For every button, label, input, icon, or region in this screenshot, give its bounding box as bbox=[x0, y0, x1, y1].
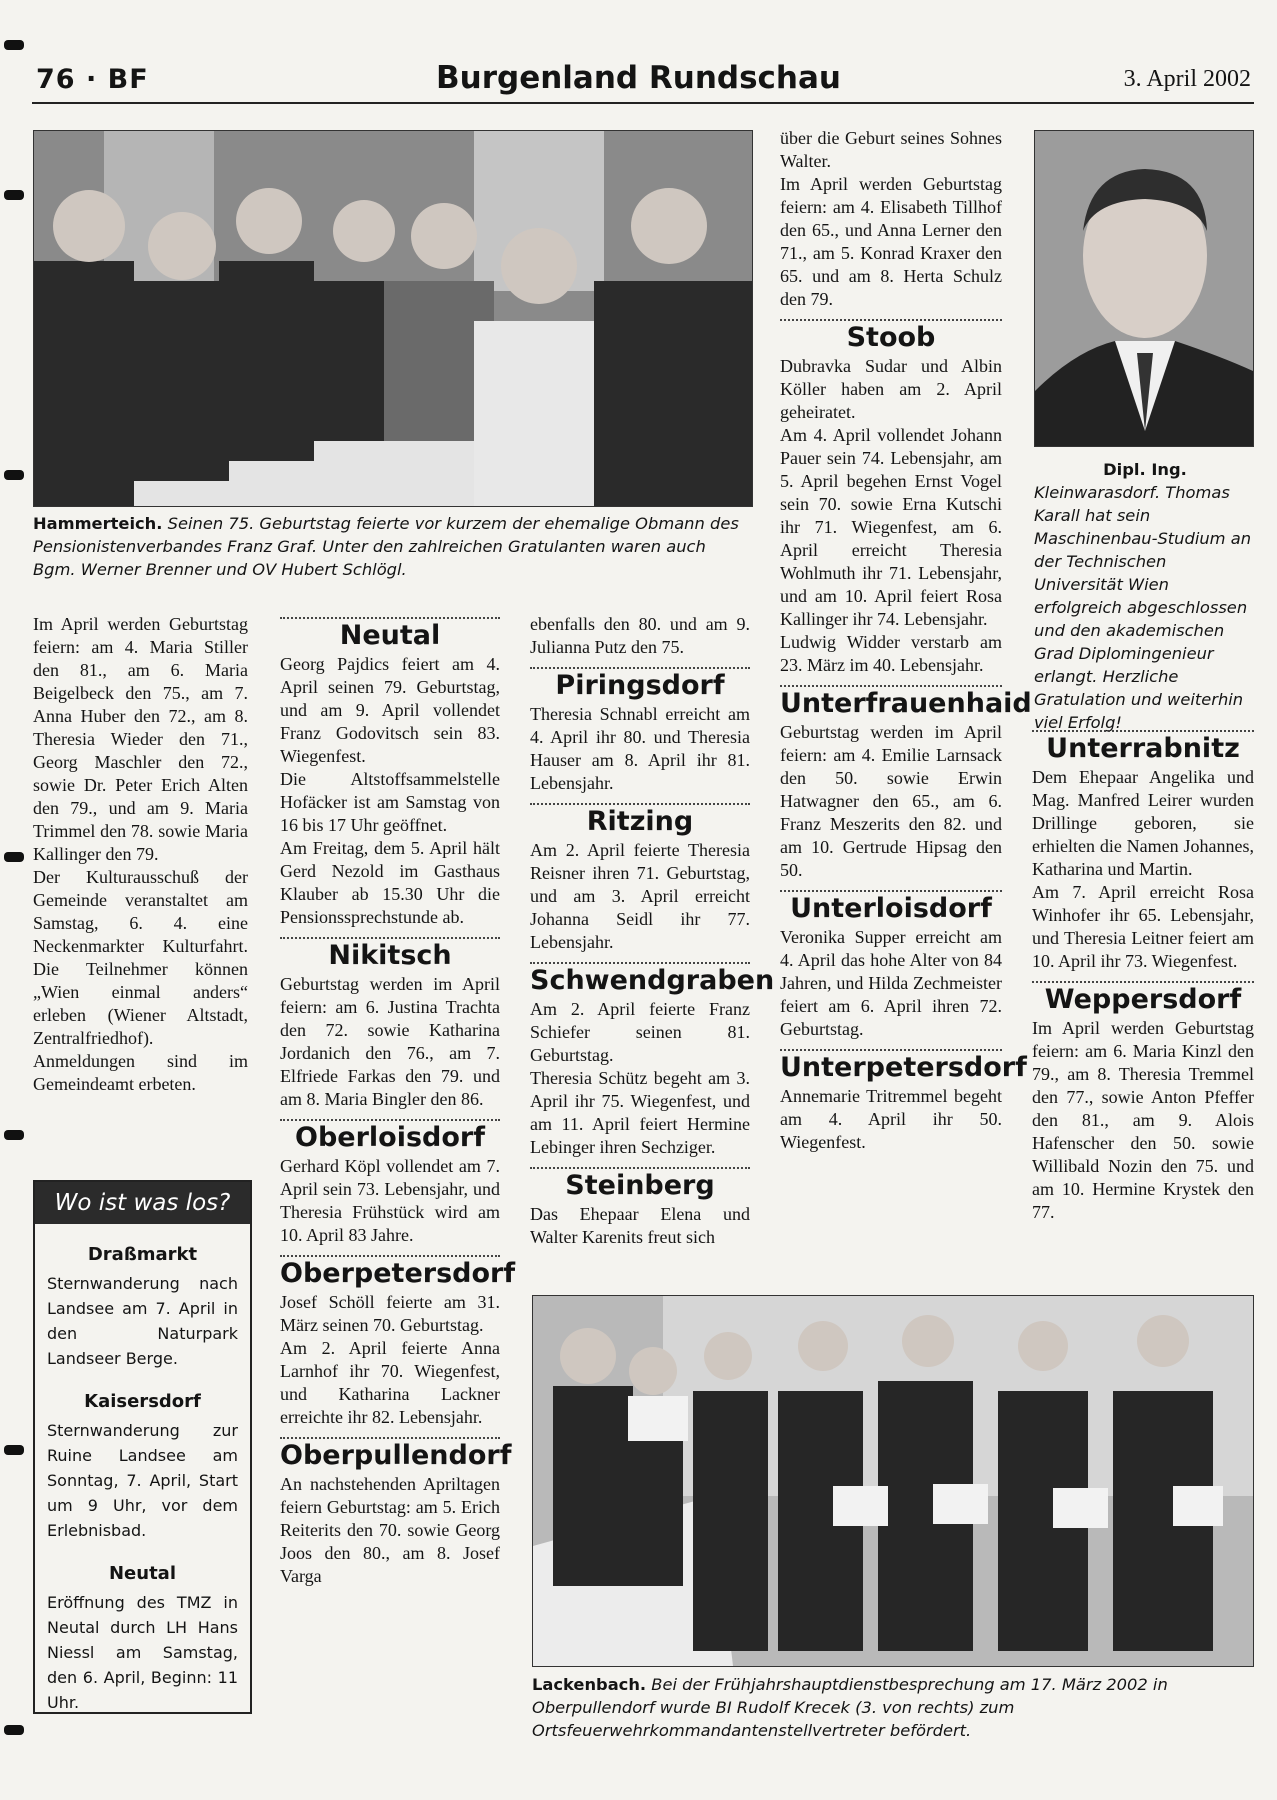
column-1 bbox=[33, 613, 248, 1096]
event-place: Kaisersdorf bbox=[84, 1391, 201, 1412]
scan-mark bbox=[4, 1725, 24, 1735]
caption-text: Bei der Frühjahrshauptdienstbesprechung am 17. März 2002 in Oberpullendorf wurde BI Rudolf Krecek (3. von rechts) zum Ortsfeuerwehrkommandantenstellvertreter befördert. bbox=[532, 1675, 1168, 1740]
portrait-caption-block bbox=[1034, 458, 1256, 734]
caption-hammerteich bbox=[33, 512, 753, 581]
article-paragraph: An nachstehenden Apriltagen feiern Geburtstag: am 5. Erich Reiterits den 70. sowie Georg Joos den 80., am 8. Josef Varga bbox=[280, 1474, 500, 1586]
article-paragraph: Am 7. April erreicht Rosa Winhofer ihr 65. Lebensjahr, und Theresia Leitner feiert am 10. April ihr 73. Wiegenfest. bbox=[1032, 882, 1254, 971]
events-box-title: Wo ist was los? bbox=[35, 1182, 250, 1224]
caption-text: Seinen 75. Geburtstag feierte vor kurzem der ehemalige Obmann des Pensionistenverbandes Franz Graf. Unter den zahlreichen Gratulanten waren auch Bgm. Werner Brenner und OV Hubert Schlögl. bbox=[33, 514, 739, 579]
column-2 bbox=[280, 613, 516, 1588]
event-text: Eröffnung des TMZ in Neutal durch LH Hans Niessl am Samstag, den 6. April, Beginn: 11 Uhr. bbox=[47, 1593, 238, 1712]
article-paragraph: Im April werden Geburtstag feiern: am 6. Maria Kinzl den 79., am 8. Theresia Tremmel den 77., sowie Anton Pfeffer den 81., am 9. Alois Hafenscher den 50. sowie Willibald Nozin den 75. und am 10. Hermine Krystek den 77. bbox=[1032, 1018, 1254, 1222]
portrait-title: Dipl. Ing. bbox=[1103, 460, 1187, 479]
article-paragraph: Die Altstoffsammelstelle Hofäcker ist am Samstag von 16 bis 17 Uhr geöffnet. bbox=[280, 769, 500, 835]
events-box bbox=[33, 1180, 252, 1714]
caption-lackenbach bbox=[532, 1673, 1254, 1742]
heading-unterpetersdorf: Unterpetersdorf bbox=[780, 1052, 1027, 1083]
caption-place: Lackenbach. bbox=[532, 1675, 647, 1694]
column-3 bbox=[530, 613, 775, 1249]
article-paragraph: Georg Pajdics feiert am 4. April seinen 79. Geburtstag, und am 9. April vollendet Franz Godovitsch sein 83. Wiegenfest. bbox=[280, 654, 500, 766]
page-section: 76 · BF bbox=[36, 64, 149, 95]
event-place: Neutal bbox=[108, 1563, 176, 1584]
article-paragraph: Theresia Schütz begeht am 3. April ihr 75. Wiegenfest, und am 11. April feiert Hermine Lebinger ihren Sechziger. bbox=[530, 1068, 750, 1157]
photo-hammerteich bbox=[33, 130, 753, 507]
scan-mark bbox=[4, 40, 24, 50]
portrait-caption: Kleinwarasdorf. Thomas Karall hat sein Maschinenbau-Studium an der Technischen Universität Wien erfolgreich abgeschlossen und den akademischen Grad Diplomingenieur erlangt. Herzliche Gratulation und weiterhin viel Erfolg! bbox=[1034, 483, 1252, 732]
portrait-image bbox=[1035, 131, 1253, 446]
scan-mark bbox=[4, 1445, 24, 1455]
heading-oberloisdorf: Oberloisdorf bbox=[295, 1122, 485, 1153]
heading-schwendgraben: Schwendgraben bbox=[530, 965, 775, 996]
header-rule bbox=[32, 102, 1254, 104]
article-paragraph: Veronika Supper erreicht am 4. April das hohe Alter von 84 Jahren, und Hilda Zechmeister feiert am 6. April ihren 72. Geburtstag. bbox=[780, 927, 1002, 1039]
newspaper-title: Burgenland Rundschau bbox=[436, 60, 841, 96]
heading-stoob: Stoob bbox=[846, 322, 936, 353]
article-paragraph: Am 4. April vollendet Johann Pauer sein 74. Lebensjahr, am 5. April begehen Ernst Vogel sein 70. sowie Erna Kutschi ihr 71. Wiegenfest, am 6. April erreicht Theresia Wohlmuth ihr 71. Lebensjahr, und am 10. April feiert Rosa Kallinger ihr 74. Lebensjahr. bbox=[780, 425, 1002, 629]
heading-ritzing: Ritzing bbox=[586, 806, 694, 837]
heading-oberpetersdorf: Oberpetersdorf bbox=[280, 1258, 516, 1289]
column-4 bbox=[780, 127, 1032, 1154]
article-paragraph: Geburtstag werden im April feiern: am 4. Emilie Larnsack den 50. sowie Erwin Hatwagner den 65., am 6. Franz Meszerits den 82. und am 10. Gertrude Hipsag den 50. bbox=[780, 722, 1002, 880]
heading-unterloisdorf: Unterloisdorf bbox=[790, 893, 992, 924]
article-paragraph: Theresia Schnabl erreicht am 4. April ihr 80. und Theresia Hauser am 8. April ihr 81. Lebensjahr. bbox=[530, 704, 750, 793]
caption-place: Hammerteich. bbox=[33, 514, 163, 533]
heading-neutal: Neutal bbox=[339, 620, 441, 651]
heading-weppersdorf: Weppersdorf bbox=[1044, 984, 1242, 1015]
article-paragraph: Dubravka Sudar und Albin Köller haben am 2. April geheiratet. bbox=[780, 356, 1002, 422]
event-text: Sternwanderung zur Ruine Landsee am Sonntag, 7. April, Start um 9 Uhr, vor dem Erlebnisbad. bbox=[47, 1421, 238, 1540]
heading-nikitsch: Nikitsch bbox=[328, 940, 452, 971]
article-paragraph: Am 2. April feierte Anna Larnhof ihr 70. Wiegenfest, und Katharina Lackner erreichte ihr 82. Lebensjahr. bbox=[280, 1338, 500, 1427]
issue-date: 3. April 2002 bbox=[1123, 66, 1251, 92]
article-paragraph: Das Ehepaar Elena und Walter Karenits freut sich bbox=[530, 1204, 750, 1247]
article-paragraph: Der Kulturausschuß der Gemeinde veranstaltet am Samstag, 6. 4. eine Neckenmarkter Kulturfahrt. Die Teilnehmer können „Wien einmal anders“ erleben (Wiener Altstadt, Zentralfriedhof). Anmeldungen sind im Gemeindeamt erbeten. bbox=[33, 867, 248, 1094]
event-text: Sternwanderung nach Landsee am 7. April in den Naturpark Landseer Berge. bbox=[47, 1274, 238, 1368]
article-paragraph: Im April werden Geburtstag feiern: am 4. Maria Stiller den 81., am 6. Maria Beigelbeck den 75., am 7. Anna Huber den 72., am 8. Theresia Wieder den 71., Georg Maschler den 72., sowie Dr. Peter Erich Alten den 79., und am 9. Maria Trimmel den 78. sowie Maria Kallinger den 79. bbox=[33, 614, 248, 864]
event-place: Draßmarkt bbox=[87, 1244, 198, 1265]
article-paragraph: Am 2. April feierte Theresia Reisner ihren 71. Geburtstag, und am 3. April erreicht Johanna Seidl ihr 77. Lebensjahr. bbox=[530, 840, 750, 952]
scan-mark bbox=[4, 852, 24, 862]
scan-mark bbox=[4, 190, 24, 200]
article-paragraph: Am 2. April feierte Franz Schiefer seinen 81. Geburtstag. bbox=[530, 999, 750, 1065]
portrait-photo bbox=[1034, 130, 1254, 447]
column-5 bbox=[1032, 730, 1254, 1224]
heading-oberpullendorf: Oberpullendorf bbox=[280, 1440, 512, 1471]
article-paragraph: Gerhard Köpl vollendet am 7. April sein 73. Lebensjahr, und Theresia Frühstück wird am 10. April 83 Jahre. bbox=[280, 1156, 500, 1245]
heading-unterfrauenhaid: Unterfrauenhaid bbox=[780, 688, 1032, 719]
article-paragraph: Ludwig Widder verstarb am 23. März im 40. Lebensjahr. bbox=[780, 632, 1002, 675]
photo-lackenbach-image bbox=[533, 1296, 1253, 1666]
scan-mark bbox=[4, 470, 24, 480]
article-paragraph: über die Geburt seines Sohnes Walter. bbox=[780, 128, 1002, 171]
article-paragraph: Am Freitag, dem 5. April hält Gerd Nezold im Gasthaus Klauber ab 15.30 Uhr die Pensionssprechstunde ab. bbox=[280, 838, 500, 927]
article-paragraph: Dem Ehepaar Angelika und Mag. Manfred Leirer wurden Drillinge geboren, sie erhielten die Namen Johannes, Katharina und Martin. bbox=[1032, 767, 1254, 879]
heading-unterrabnitz: Unterrabnitz bbox=[1046, 733, 1240, 764]
article-paragraph: Annemarie Tritremmel begeht am 4. April ihr 50. Wiegenfest. bbox=[780, 1086, 1002, 1152]
article-paragraph: Geburtstag werden im April feiern: am 6. Justina Trachta den 72. sowie Katharina Jordanich den 76., am 7. Elfriede Farkas den 79. und am 8. Maria Bingler den 86. bbox=[280, 974, 500, 1109]
photo-lackenbach bbox=[532, 1295, 1254, 1667]
article-paragraph: Josef Schöll feierte am 31. März seinen 70. Geburtstag. bbox=[280, 1292, 500, 1335]
photo-hammerteich-image bbox=[34, 131, 752, 506]
article-paragraph: ebenfalls den 80. und am 9. Julianna Putz den 75. bbox=[530, 614, 750, 657]
scan-mark bbox=[4, 1130, 24, 1140]
article-paragraph: Im April werden Geburtstag feiern: am 4. Elisabeth Tillhof den 65., und Anna Lerner den 71., am 5. Konrad Kraxer den 65. und am 8. Herta Schulz den 79. bbox=[780, 174, 1002, 309]
heading-piringsdorf: Piringsdorf bbox=[555, 670, 725, 701]
heading-steinberg: Steinberg bbox=[565, 1170, 715, 1201]
